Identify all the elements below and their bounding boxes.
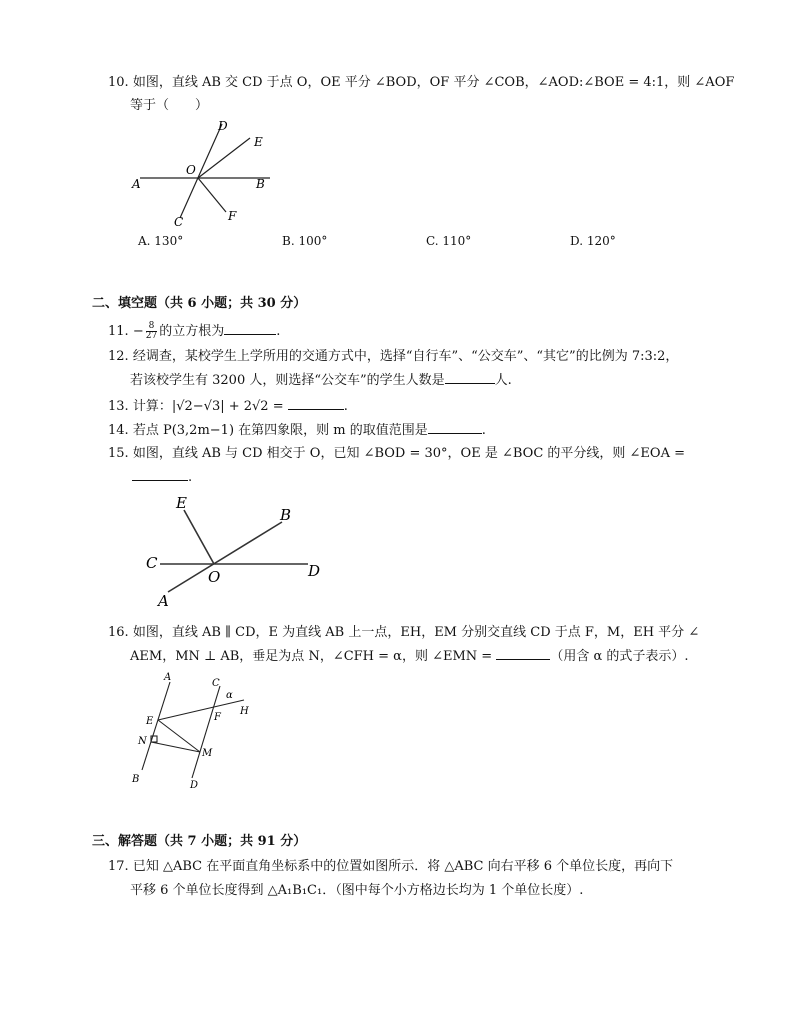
- q16-label-n: N: [138, 736, 147, 747]
- q10-line1: 如图，直线 AB 交 CD 于点 O，OE 平分 ∠BOD，OF 平分 ∠COB，∠AOD:∠BOE = 4:1，则 ∠AOF: [132, 75, 735, 90]
- q10-figure: [128, 116, 278, 234]
- q16-line2-end: （用含 α 的式子表示）.: [550, 649, 689, 664]
- q10-label-d: D: [218, 119, 228, 133]
- q14-end: .: [481, 423, 486, 438]
- q15-blank: [132, 468, 188, 481]
- q15-label-d: D: [308, 562, 321, 580]
- q10-label-b: B: [256, 177, 265, 191]
- ray-of: [198, 178, 226, 212]
- q11-blank: [224, 322, 276, 335]
- ray-oe: [198, 138, 250, 178]
- q16-text: 如图，直线 AB ∥ CD，E 为直线 AB 上一点，EH，EM 分别交直线 CD 于点 F，M，EH 平分 ∠: [132, 625, 700, 640]
- q12-line2-end: 人.: [494, 373, 512, 388]
- q11-minus: −: [132, 324, 144, 339]
- q10-label-a: A: [132, 177, 141, 191]
- q10-number: 10.: [108, 75, 129, 90]
- q16-label-f: F: [214, 712, 221, 723]
- q15-label-b: B: [280, 506, 292, 524]
- q16-line2: [130, 647, 689, 666]
- q11-number: 11.: [108, 324, 129, 339]
- q15-label-o: O: [208, 568, 221, 586]
- section-3-heading: 三、解答题（共 7 小题；共 91 分）: [92, 834, 307, 849]
- q16-label-d: D: [190, 780, 199, 791]
- q13-text: 计算：|√2−√3| + 2√2 =: [132, 399, 284, 414]
- q10-option-a: A. 130°: [138, 234, 184, 248]
- ray-eh: [158, 700, 244, 720]
- q12-line2-text: 若该校学生有 3200 人，则选择“公交车”的学生人数是: [130, 373, 445, 388]
- q13-blank: [288, 397, 344, 410]
- q16-label-h: H: [240, 706, 249, 717]
- q16-blank: [496, 647, 550, 660]
- q16-label-e: E: [146, 716, 154, 727]
- q12-blank: [445, 371, 495, 384]
- q15-line2: [132, 468, 192, 487]
- q10-label-o: O: [186, 163, 196, 177]
- q11-frac-num: 8: [146, 322, 157, 332]
- q17-line2: 平移 6 个单位长度得到 △A₁B₁C₁．（图中每个小方格边长均为 1 个单位长度）.: [130, 883, 584, 898]
- q13-number: 13.: [108, 399, 129, 414]
- q15-label-e: E: [176, 494, 187, 512]
- q15-label-a: A: [158, 592, 169, 610]
- q17-line1: [108, 858, 673, 876]
- q12-number: 12.: [108, 349, 129, 364]
- q10-option-b: B. 100°: [282, 234, 328, 248]
- q14-number: 14.: [108, 423, 129, 438]
- q15-figure: [140, 492, 340, 610]
- ray-oe: [184, 510, 214, 564]
- line-ab: [168, 522, 282, 592]
- q13: [108, 397, 348, 416]
- q11-end: .: [276, 324, 281, 339]
- q16-label-b: B: [132, 774, 140, 785]
- q10-label-f: F: [228, 209, 237, 223]
- q16-label-a: A: [164, 672, 172, 683]
- q11: [108, 322, 280, 341]
- q11-text: 的立方根为: [159, 324, 225, 339]
- q16-line2-text: AEM，MN ⊥ AB，垂足为点 N，∠CFH = α，则 ∠EMN =: [130, 649, 493, 664]
- q10-label-e: E: [254, 135, 263, 149]
- q15-number: 15.: [108, 446, 129, 461]
- q10-text: [108, 74, 734, 92]
- q16-label-m: M: [202, 748, 213, 759]
- q15-line1: [108, 445, 685, 463]
- q12-line1: [108, 348, 678, 366]
- q12-line1-text: 经调查，某校学生上学所用的交通方式中，选择“自行车”、“公交车”、“其它”的比例为 7:3:2，: [132, 349, 679, 364]
- q10-option-c: C. 110°: [426, 234, 472, 248]
- q10-option-d: D. 120°: [570, 234, 616, 248]
- q15-end: .: [188, 470, 193, 485]
- q10-label-c: C: [174, 215, 184, 229]
- q13-end: .: [343, 399, 348, 414]
- q10-line2: 等于（ ）: [130, 98, 209, 113]
- q15-text: 如图，直线 AB 与 CD 相交于 O，已知 ∠BOD = 30°，OE 是 ∠BOC 的平分线，则 ∠EOA =: [132, 446, 685, 461]
- q16-line1: [108, 624, 699, 642]
- q12-line2: [130, 371, 512, 390]
- q14-text: 若点 P(3,2m−1) 在第四象限，则 m 的取值范围是: [132, 423, 428, 438]
- line-cd: [192, 686, 220, 778]
- q16-figure: [128, 670, 258, 792]
- q17-text: 已知 △ABC 在平面直角坐标系中的位置如图所示．将 △ABC 向右平移 6 个单位长度，再向下: [132, 859, 674, 874]
- q14: [108, 421, 486, 440]
- q11-frac-den: 27: [145, 331, 158, 341]
- q16-label-c: C: [212, 678, 220, 689]
- q14-blank: [428, 421, 482, 434]
- section-2-heading: 二、填空题（共 6 小题；共 30 分）: [92, 296, 307, 311]
- q11-fraction: [146, 322, 157, 341]
- q16-label-alpha: α: [226, 690, 233, 701]
- q15-label-c: C: [146, 554, 158, 572]
- q16-number: 16.: [108, 625, 129, 640]
- q17-number: 17.: [108, 859, 129, 874]
